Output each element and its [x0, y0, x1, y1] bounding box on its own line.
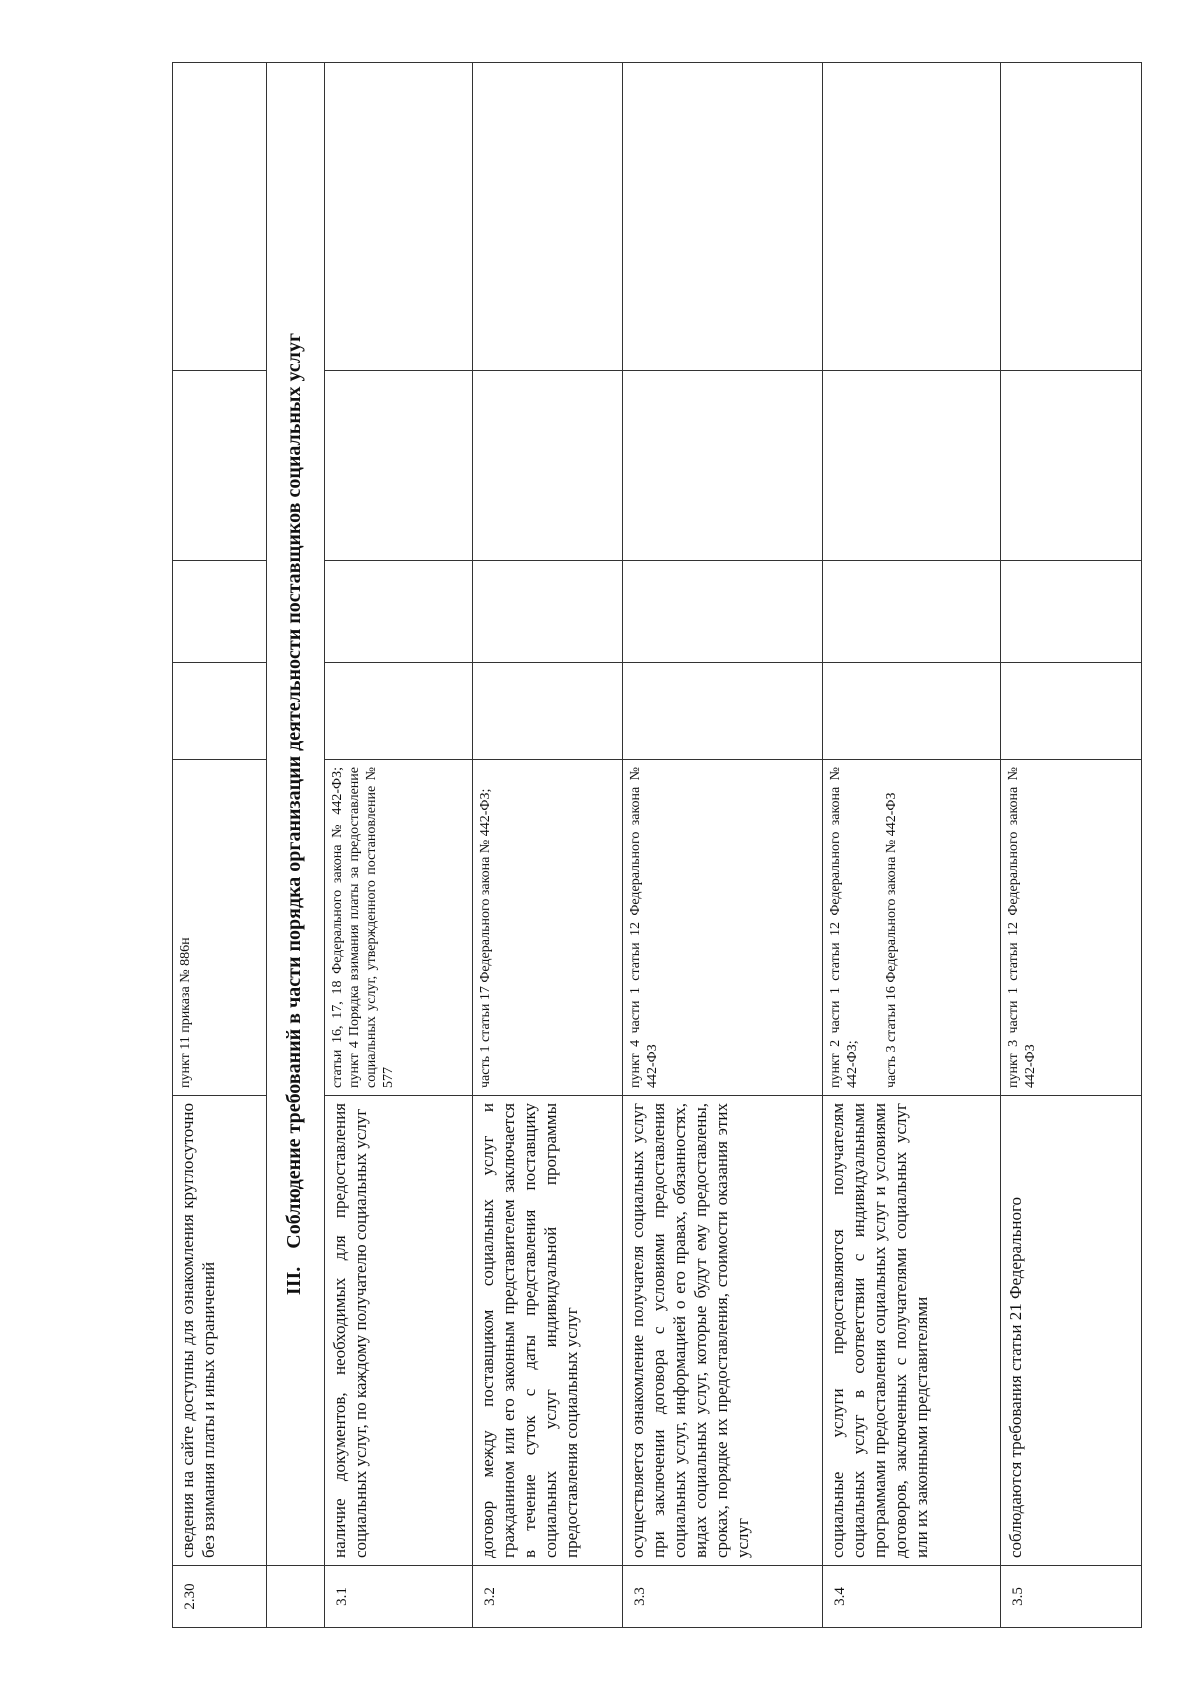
empty-cell: [325, 663, 473, 760]
empty-cell: [325, 561, 473, 663]
empty-cell: [623, 561, 823, 663]
requirement-text: социальные услуги предоставляются получателям социальных услуг в соответствии с индивидуальными программами предоставления социальных услуг и условиями договоров, заключенных с получателями социальных услуг или их законными представителями: [823, 1096, 1001, 1566]
empty-cell: [473, 63, 623, 371]
empty-cell: [823, 663, 1001, 760]
section-header-row: [267, 63, 325, 1628]
legal-basis: пункт 11 приказа № 886н: [173, 760, 267, 1096]
legal-basis: часть 1 статьи 17 Федерального закона № 442-ФЗ;: [473, 760, 623, 1096]
empty-cell: [1001, 561, 1142, 663]
rotated-page: [172, 63, 1142, 1628]
checklist-table: [172, 62, 1142, 1628]
table-row-2-30: [173, 63, 267, 1628]
empty-cell: [173, 663, 267, 760]
requirement-text: договор между поставщиком социальных услуг и гражданином или его законным представителем заключается в течение суток с даты представления поставщику социальных услуг индивидуальной программы предоставления социальных услуг: [473, 1096, 623, 1566]
empty-cell: [623, 371, 823, 561]
row-number: 3.1: [325, 1566, 473, 1628]
section-title: [267, 63, 325, 1566]
row-number: 3.3: [623, 1566, 823, 1628]
empty-cell: [325, 63, 473, 371]
requirement-text: сведения на сайте доступны для ознакомления круглосуточно без взимания платы и иных ограничений: [173, 1096, 267, 1566]
empty-cell: [823, 63, 1001, 371]
empty-cell: [473, 561, 623, 663]
table-row-3-4: [823, 63, 1001, 1628]
empty-cell: [623, 663, 823, 760]
empty-cell: [173, 63, 267, 371]
legal-basis: [823, 760, 1001, 1096]
table-row-3-2: [473, 63, 623, 1628]
row-number: 3.5: [1001, 1566, 1142, 1628]
empty-cell: [473, 663, 623, 760]
empty-cell: [1001, 63, 1142, 371]
empty-cell: [1001, 663, 1142, 760]
row-number: 3.2: [473, 1566, 623, 1628]
requirement-text: осуществляется ознакомление получателя социальных услуг при заключении договора с условиями предоставления социальных услуг, информацией о его правах, обязанностях, видах социальных услуг, которые будут ему предоставлены, сроках, порядке их предоставления, стоимости оказания этих услуг: [623, 1096, 823, 1566]
spacer: [861, 767, 883, 1088]
empty-cell: [173, 561, 267, 663]
requirement-text: наличие документов, необходимых для предоставления социальных услуг, по каждому получателю социальных услуг: [325, 1096, 473, 1566]
empty-cell: [823, 561, 1001, 663]
empty-cell: [267, 1566, 325, 1628]
requirement-text: соблюдаются требования статьи 21 Федерального: [1001, 1096, 1142, 1566]
empty-cell: [823, 371, 1001, 561]
empty-cell: [623, 63, 823, 371]
legal-basis: пункт 3 части 1 статьи 12 Федерального закона № 442-ФЗ: [1001, 760, 1142, 1096]
row-number: 2.30: [173, 1566, 267, 1628]
row-number: 3.4: [823, 1566, 1001, 1628]
table-row-3-5: [1001, 63, 1142, 1628]
legal-basis: пункт 4 части 1 статьи 12 Федерального закона № 442-ФЗ: [623, 760, 823, 1096]
table-row-3-1: [325, 63, 473, 1628]
empty-cell: [325, 371, 473, 561]
legal-basis-part: пункт 2 части 1 статьи 12 Федерального закона № 442-ФЗ;: [828, 767, 860, 1088]
section-title-text: Соблюдение требований в части порядка организации деятельности поставщиков социальных услуг: [283, 332, 305, 1249]
legal-basis: статьи 16, 17, 18 Федерального закона № 442-ФЗ; пункт 4 Порядка взимания платы за предоставление социальных услуг, утвержденного постановление № 577: [325, 760, 473, 1096]
section-roman-numeral: III.: [283, 1266, 305, 1296]
legal-basis-part: часть 3 статьи 16 Федерального закона № 442-ФЗ: [884, 792, 899, 1088]
empty-cell: [1001, 371, 1142, 561]
empty-cell: [173, 371, 267, 561]
empty-cell: [473, 371, 623, 561]
table-row-3-3: [623, 63, 823, 1628]
